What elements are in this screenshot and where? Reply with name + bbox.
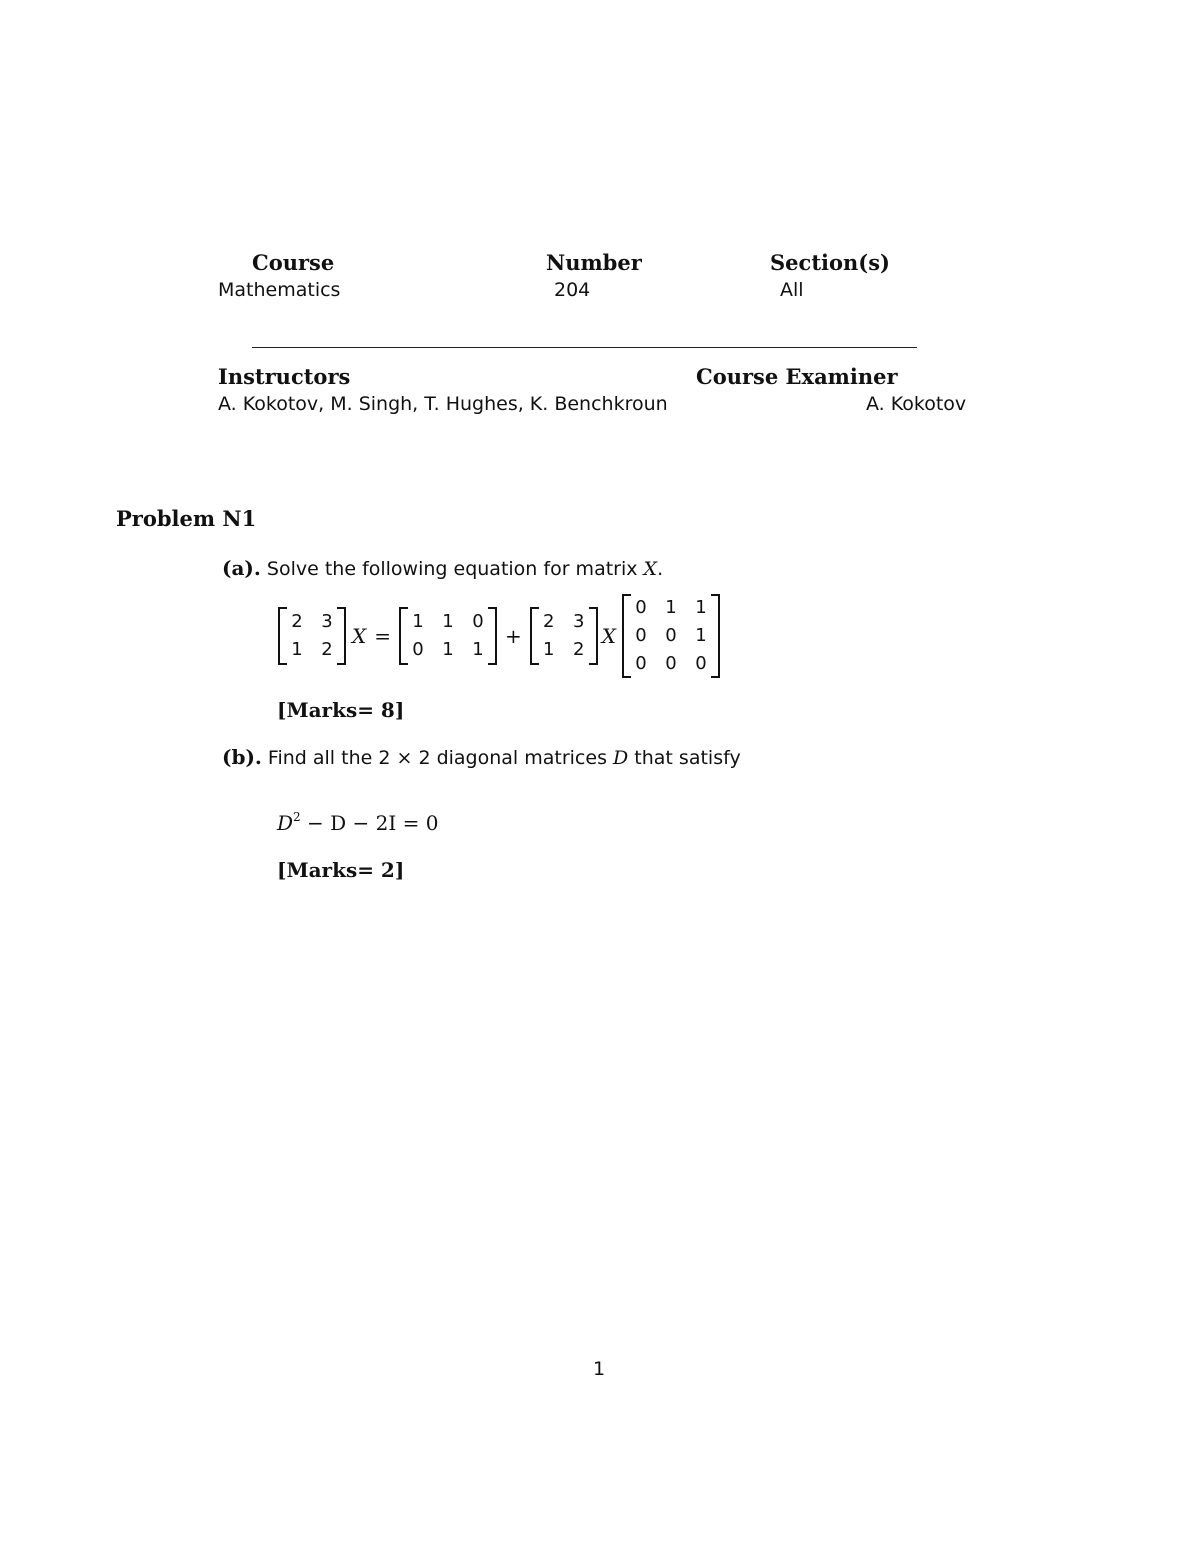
equals-sign: = <box>374 624 392 648</box>
part-a-text: Solve the following equation for matrix <box>266 558 638 580</box>
examiner-value: A. Kokotov <box>866 393 967 415</box>
matrix-cell: 1 <box>695 625 707 646</box>
matrix-cell: 0 <box>635 597 647 618</box>
part-b-marks: [Marks= 2] <box>277 858 405 882</box>
instructors-value: A. Kokotov, M. Singh, T. Hughes, K. Benchkroun <box>218 393 668 415</box>
matrix-b <box>399 607 497 665</box>
sections-label: Section(s) <box>770 250 890 275</box>
matrix-n <box>622 594 720 678</box>
plus-sign: + <box>505 624 522 648</box>
variable-x: X <box>601 624 617 648</box>
matrix-cell: 0 <box>412 639 424 660</box>
course-value: Mathematics <box>218 279 341 301</box>
matrix-equation <box>278 591 720 681</box>
matrix-cell: 0 <box>665 653 677 674</box>
page-number: 1 <box>593 1358 606 1380</box>
part-a-marks: [Marks= 8] <box>277 698 405 722</box>
part-b-equation <box>277 810 439 835</box>
equation-d: D <box>277 811 294 835</box>
matrix-cell: 1 <box>442 611 454 632</box>
part-a-label: (a). <box>222 556 261 580</box>
matrix-cell: 0 <box>472 611 484 632</box>
part-a-period: . <box>657 558 664 580</box>
matrix-a <box>278 607 346 665</box>
matrix-cell: 3 <box>321 611 333 632</box>
examiner-label: Course Examiner <box>696 364 898 389</box>
separator-rule <box>252 347 917 348</box>
part-b-variable: D <box>613 747 629 769</box>
instructors-label: Instructors <box>218 364 351 389</box>
number-label: Number <box>546 250 642 275</box>
equation-exponent: 2 <box>293 810 301 824</box>
matrix-cell: 2 <box>321 639 333 660</box>
matrix-cell: 0 <box>635 625 647 646</box>
course-label: Course <box>252 250 335 275</box>
matrix-cell: 1 <box>412 611 424 632</box>
part-b-label: (b). <box>222 745 262 769</box>
matrix-cell: 1 <box>442 639 454 660</box>
matrix-cell: 1 <box>543 639 555 660</box>
matrix-cell: 1 <box>665 597 677 618</box>
equation-rest: − D − 2I = 0 <box>300 811 439 835</box>
matrix-cell: 1 <box>472 639 484 660</box>
matrix-cell: 0 <box>635 653 647 674</box>
number-value: 204 <box>554 279 591 301</box>
matrix-c <box>530 607 598 665</box>
matrix-cell: 2 <box>291 611 303 632</box>
matrix-cell: 2 <box>573 639 585 660</box>
problem-title: Problem N1 <box>116 506 257 531</box>
matrix-cell: 0 <box>665 625 677 646</box>
sections-value: All <box>780 279 804 301</box>
matrix-cell: 3 <box>573 611 585 632</box>
part-b-text-after: that satisfy <box>634 747 741 769</box>
part-b-text: Find all the 2 × 2 diagonal matrices <box>267 747 607 769</box>
matrix-cell: 1 <box>291 639 303 660</box>
matrix-cell: 1 <box>695 597 707 618</box>
matrix-cell: 0 <box>695 653 707 674</box>
variable-x: X <box>352 624 367 648</box>
part-a <box>222 556 663 580</box>
part-a-variable: X <box>643 558 658 580</box>
part-b <box>222 745 741 769</box>
matrix-cell: 2 <box>543 611 555 632</box>
